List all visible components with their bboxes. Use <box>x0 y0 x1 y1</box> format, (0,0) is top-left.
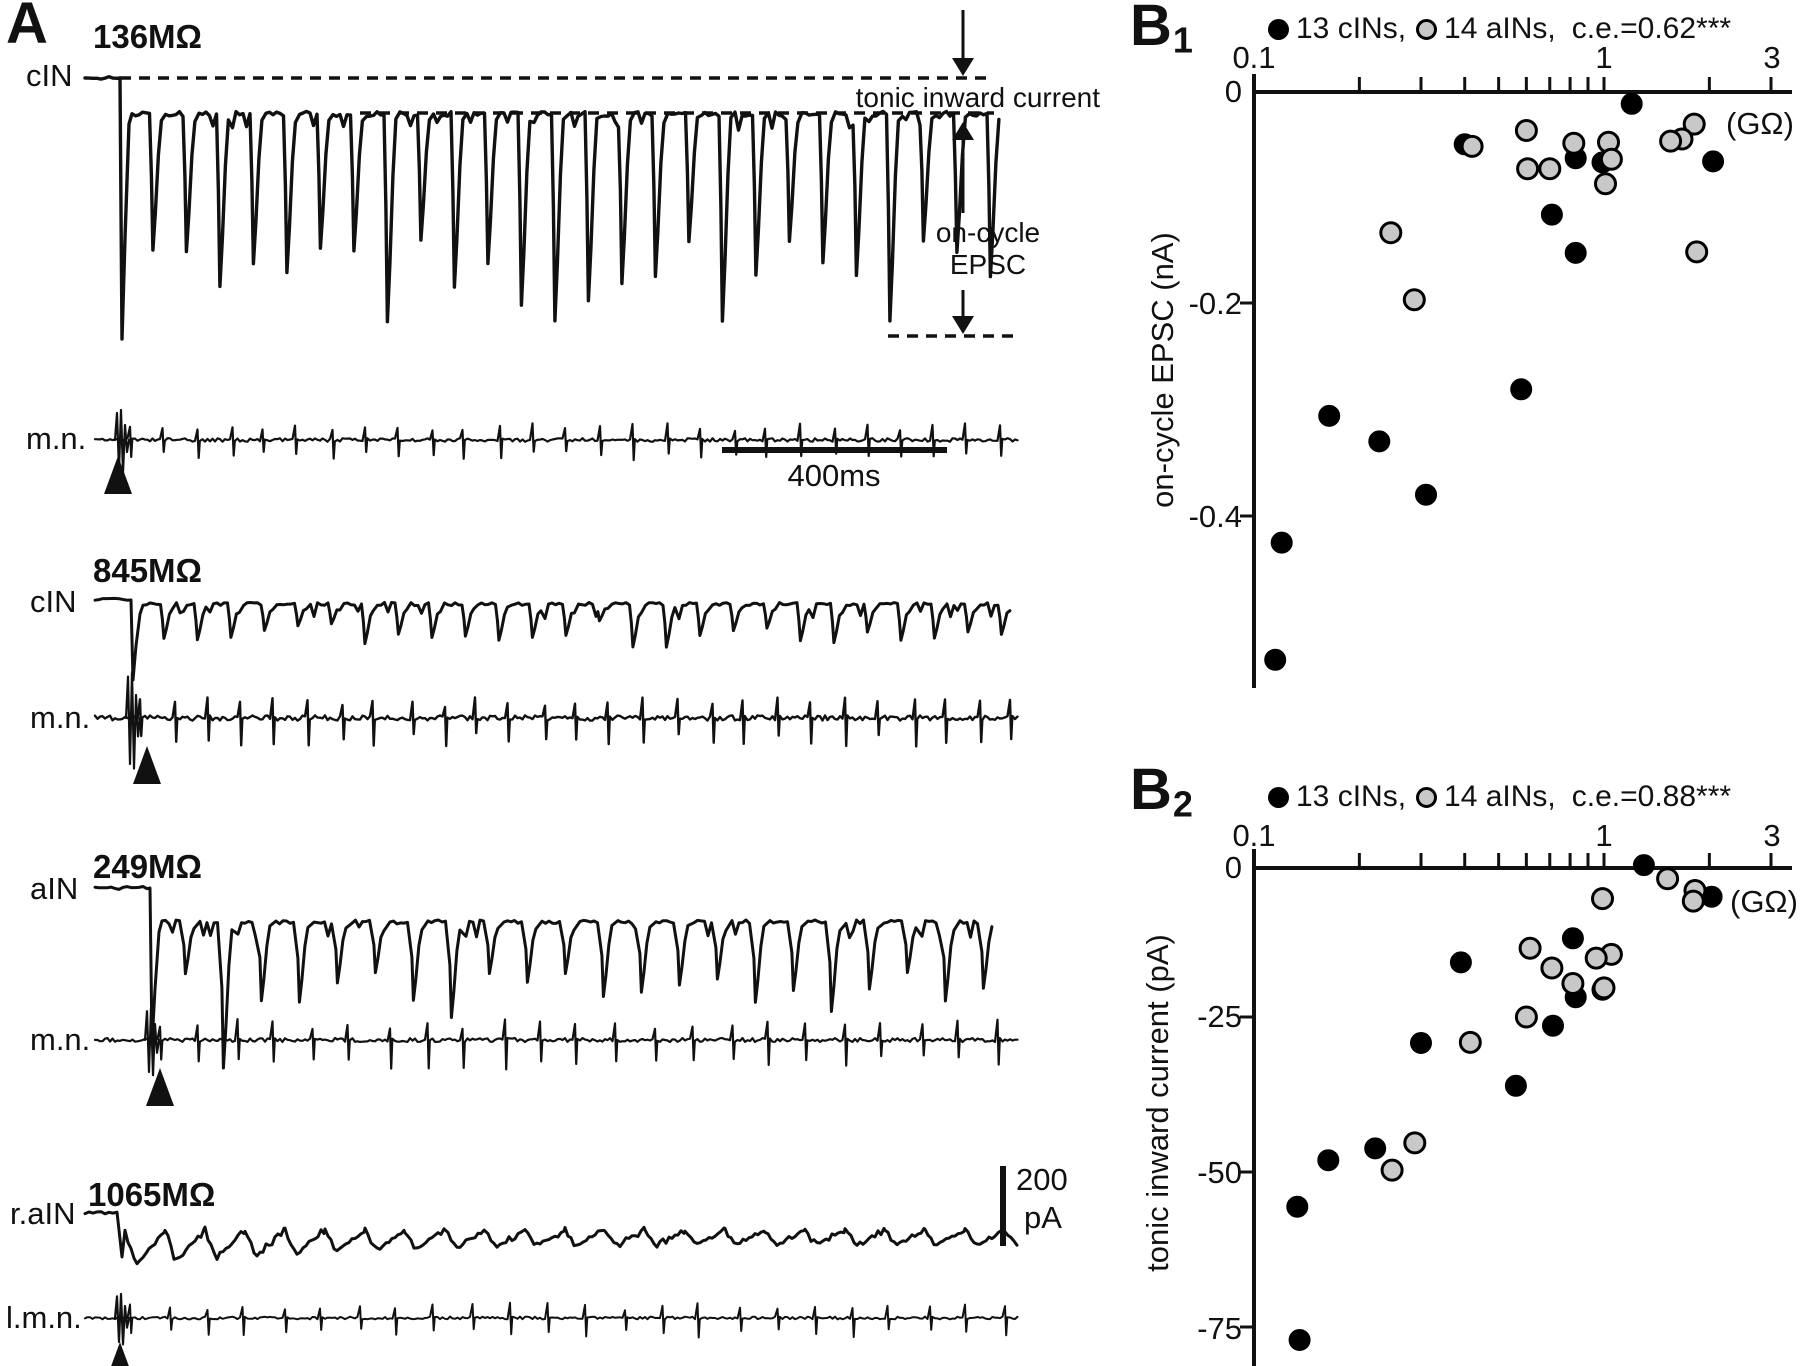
resistance-label-1: 136MΩ <box>93 18 203 55</box>
b1-legend <box>1268 12 1731 46</box>
trace-label-ain-3: aIN <box>30 871 79 906</box>
cin-data-point <box>1365 1138 1385 1158</box>
b1-y-axis-title: on-cycle EPSC (nA) <box>1145 232 1180 508</box>
cin-data-point <box>1287 1197 1307 1217</box>
ain-data-point <box>1683 891 1703 911</box>
trace-label-mn-2: m.n. <box>30 700 91 735</box>
ain-data-point <box>1594 978 1614 998</box>
resistance-label-3: 249MΩ <box>93 848 203 885</box>
b2-legend-cin-label: 13 cINs, <box>1296 780 1407 813</box>
cin-data-point <box>1319 406 1339 426</box>
cin-data-point <box>1290 1330 1310 1350</box>
ain-data-point <box>1586 948 1606 968</box>
cin-data-point <box>1542 205 1562 225</box>
b1-xtick-3: 3 <box>1763 40 1781 75</box>
ain-data-point <box>1460 1032 1480 1052</box>
panel-b1-label <box>1130 0 1193 62</box>
trace-label-rain-4: r.aIN <box>10 1196 76 1231</box>
ain-data-point <box>1516 121 1536 141</box>
time-scalebar-label: 400ms <box>787 458 881 493</box>
ain-data-point <box>1518 159 1538 179</box>
cin-data-point <box>1265 650 1285 670</box>
b2-legend-ain-label: 14 aINs, <box>1444 780 1556 813</box>
ain-data-point <box>1462 136 1482 156</box>
ain-data-point <box>1687 242 1707 262</box>
b2-ytick-75: -75 <box>1197 1311 1242 1346</box>
ain-data-point <box>1405 1133 1425 1153</box>
cin-data-point <box>1563 928 1583 948</box>
ain-data-point <box>1593 889 1613 909</box>
trace-label-lmn-4: l.m.n. <box>6 1300 82 1335</box>
ain-data-point <box>1382 1160 1402 1180</box>
ain-data-point <box>1381 223 1401 243</box>
ain-data-point <box>1658 869 1678 889</box>
b2-xtick-3: 3 <box>1763 818 1781 853</box>
cin-data-point <box>1416 485 1436 505</box>
ain-data-point <box>1404 290 1424 310</box>
panel-b2-subscript: 2 <box>1172 783 1193 825</box>
trace-label-cin-1: cIN <box>26 58 73 93</box>
amp-scalebar-unit: pA <box>1024 1200 1062 1235</box>
cin-data-point <box>1543 1016 1563 1036</box>
ain-data-point <box>1520 938 1540 958</box>
cin-dot-icon <box>1268 19 1289 40</box>
amp-scalebar-value: 200 <box>1016 1162 1068 1197</box>
cin-data-point <box>1411 1033 1431 1053</box>
ain-data-point <box>1516 1007 1536 1027</box>
ain-data-point <box>1596 174 1616 194</box>
b1-xtick-0.1: 0.1 <box>1232 40 1276 75</box>
ain-dot-icon <box>1416 19 1437 40</box>
b2-xtick-1: 1 <box>1595 818 1613 853</box>
cin-data-point <box>1622 94 1642 114</box>
ain-data-point <box>1661 131 1681 151</box>
b1-x-unit: (GΩ) <box>1726 106 1794 141</box>
cin-data-point <box>1506 1076 1526 1096</box>
b2-legend <box>1268 780 1731 814</box>
trace-label-cin-2: cIN <box>30 584 77 619</box>
cin-data-point <box>1451 952 1471 972</box>
cin-data-point <box>1511 379 1531 399</box>
tonic-inward-current-annotation: tonic inward current <box>855 82 1100 113</box>
b1-xtick-1: 1 <box>1595 40 1613 75</box>
b1-legend-cin-label: 13 cINs, <box>1296 12 1407 45</box>
cin-data-point <box>1369 431 1389 451</box>
cin-data-point <box>1703 151 1723 171</box>
resistance-label-4: 1065MΩ <box>88 1176 216 1213</box>
b2-y-axis-title: tonic inward current (pA) <box>1140 934 1175 1272</box>
cin-data-point <box>1272 533 1292 553</box>
b2-x-unit: (GΩ) <box>1730 884 1798 919</box>
b2-ytick-25: -25 <box>1197 999 1242 1034</box>
trace-label-mn-1: m.n. <box>26 421 87 456</box>
cin-dot-icon <box>1268 787 1289 808</box>
ain-data-point <box>1542 958 1562 978</box>
panel-b1-letter: B <box>1130 0 1173 58</box>
cin-data-point <box>1634 855 1654 875</box>
b1-ytick-0: 0 <box>1224 74 1242 109</box>
b2-ytick-0: 0 <box>1224 850 1242 885</box>
ain-dot-icon <box>1416 787 1437 808</box>
b2-legend-ce: c.e.=0.88*** <box>1571 780 1732 813</box>
b1-ytick-0.4: -0.4 <box>1188 499 1242 534</box>
b2-xtick-0.1: 0.1 <box>1232 818 1276 853</box>
b2-ytick-50: -50 <box>1197 1155 1242 1190</box>
ain-data-point <box>1564 133 1584 153</box>
cin-data-point <box>1318 1150 1338 1170</box>
panel-b2-letter: B <box>1130 757 1173 822</box>
on-cycle-annotation-line1: on-cycle <box>935 217 1041 248</box>
ain-data-point <box>1540 159 1560 179</box>
ain-data-point <box>1563 974 1583 994</box>
cin-data-point <box>1566 243 1586 263</box>
b1-ytick-0.2: -0.2 <box>1188 286 1242 321</box>
ain-data-point <box>1601 149 1621 169</box>
b1-legend-ce: c.e.=0.62*** <box>1571 12 1732 45</box>
b1-legend-ain-label: 14 aINs, <box>1444 12 1556 45</box>
on-cycle-annotation-line2: EPSC <box>949 249 1027 280</box>
panel-b1-subscript: 1 <box>1172 19 1193 61</box>
resistance-label-2: 845MΩ <box>93 552 203 589</box>
panel-a-label: A <box>6 0 49 56</box>
panel-b2-label <box>1130 756 1193 826</box>
trace-label-mn-3: m.n. <box>30 1022 91 1057</box>
